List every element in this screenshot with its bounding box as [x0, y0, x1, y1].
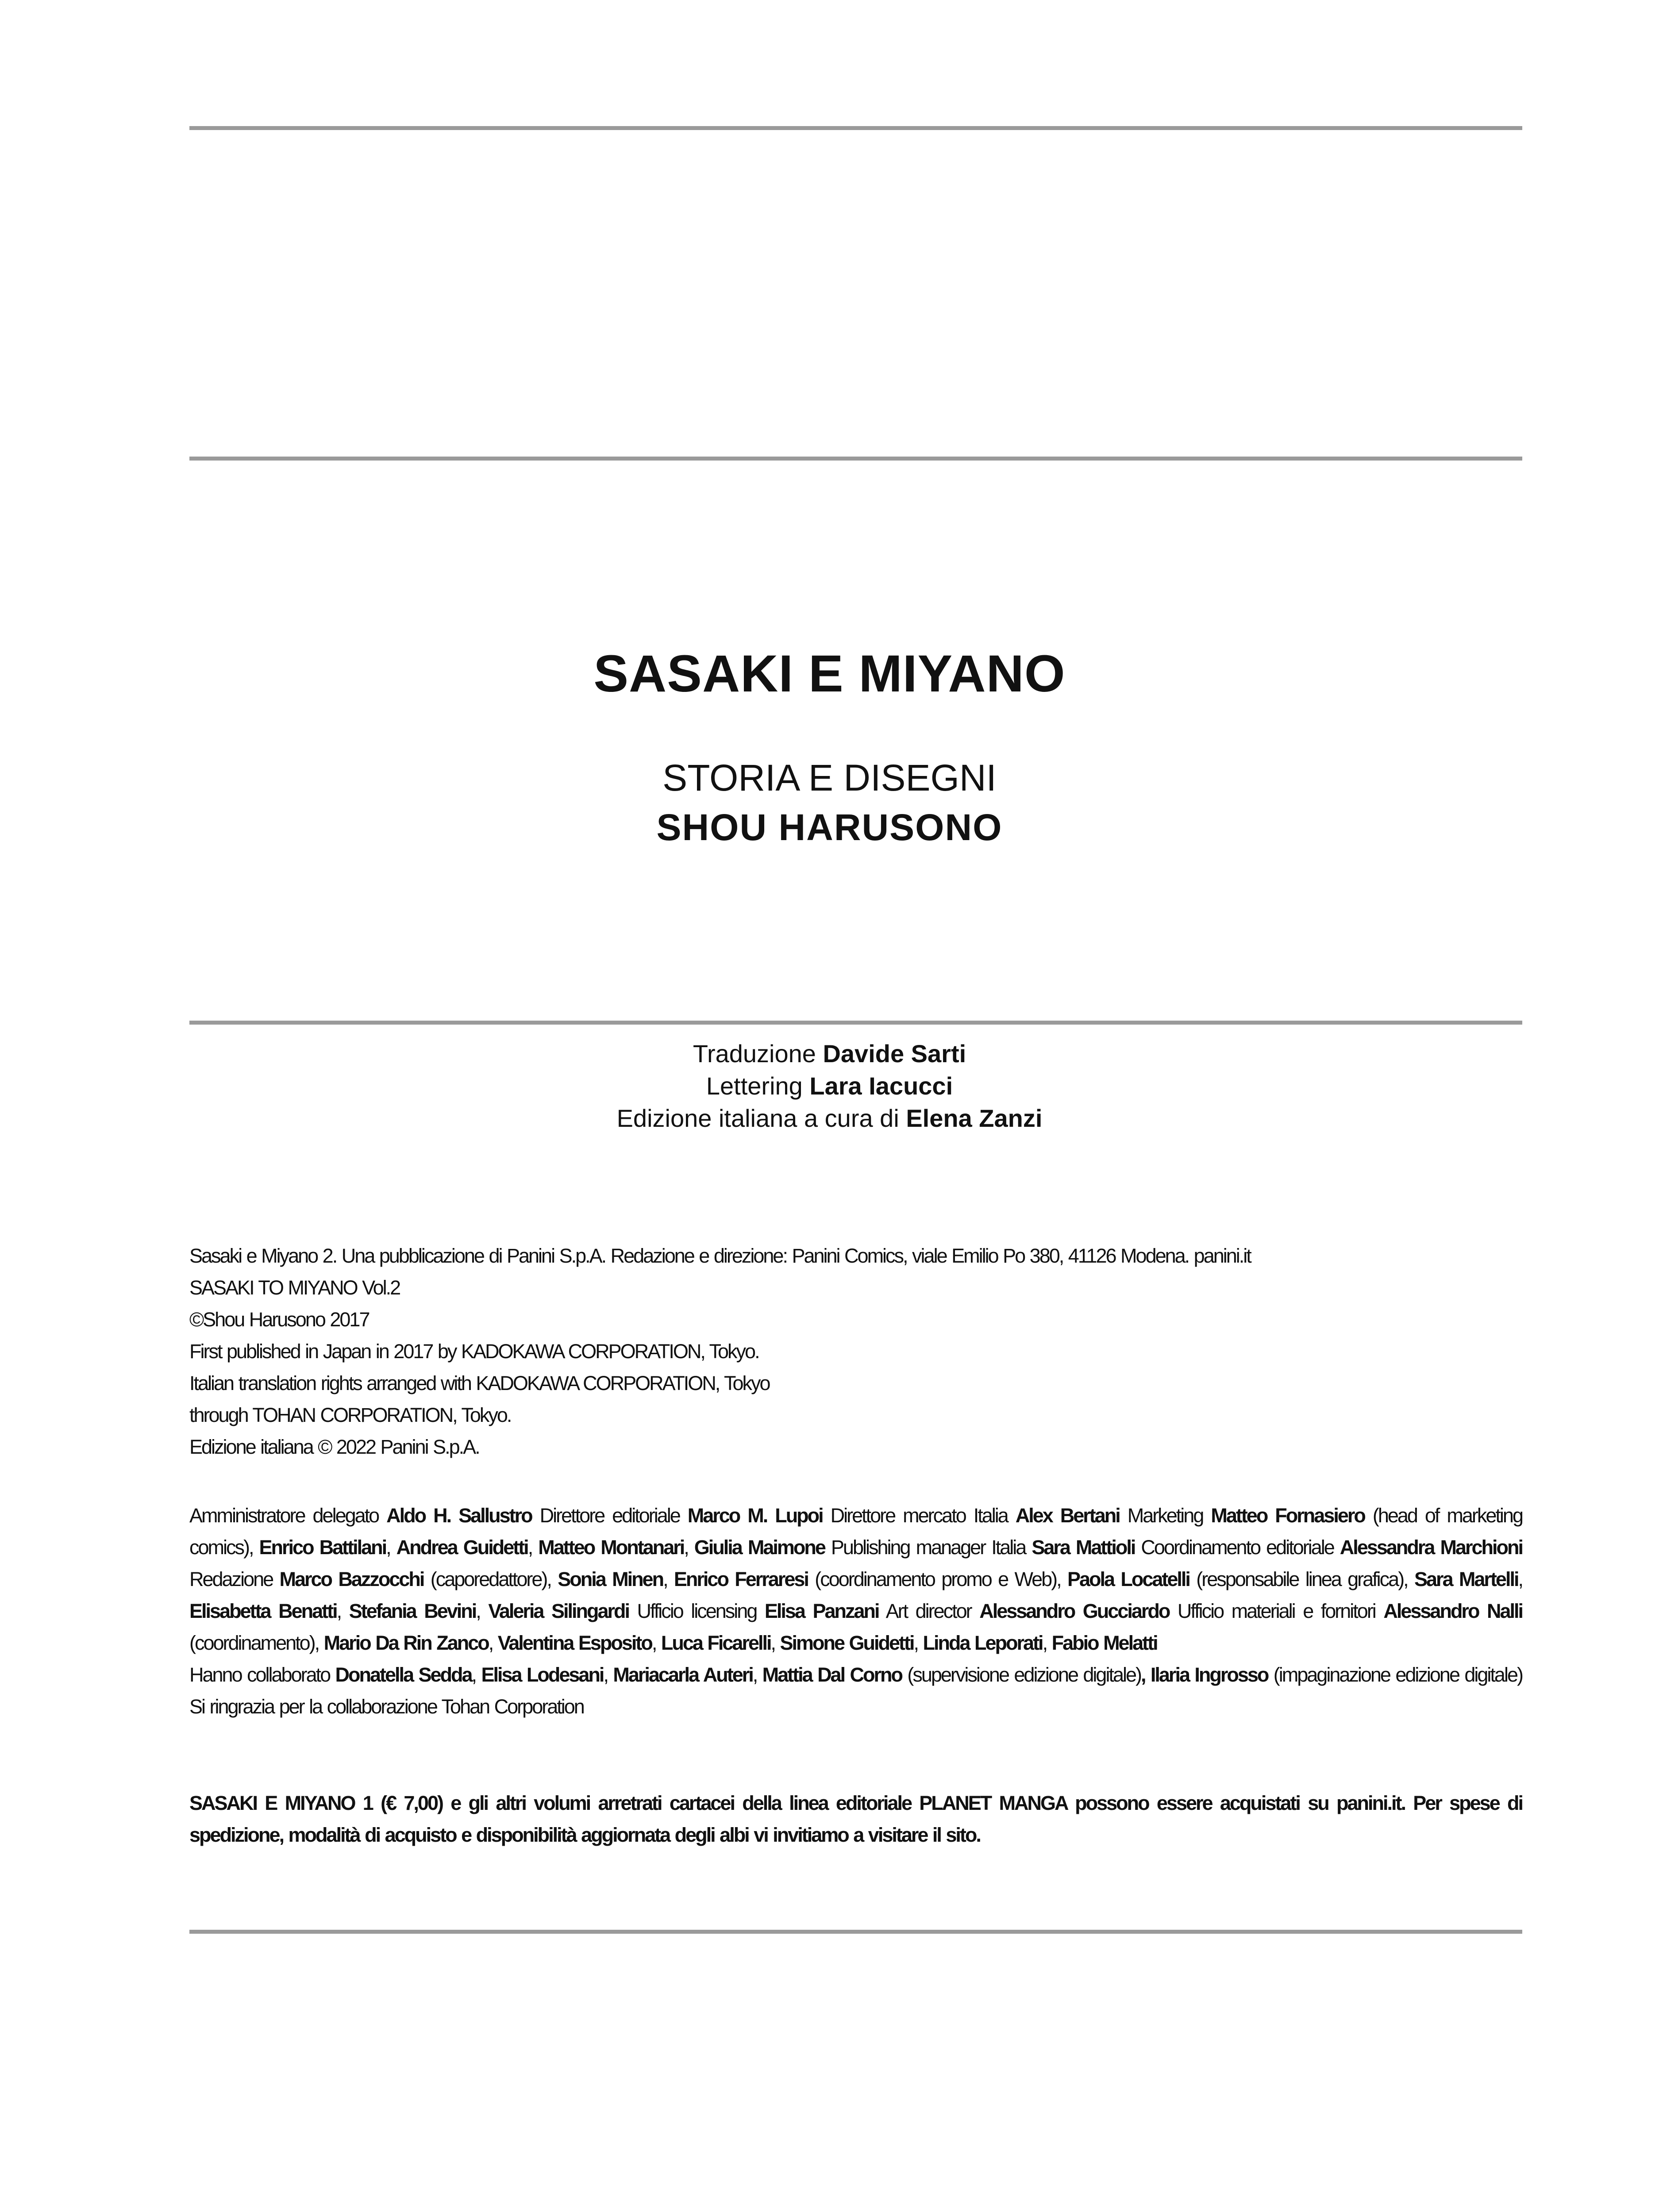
person-name: Alessandro Gucciardo [979, 1600, 1170, 1622]
role-text: Direttore mercato Italia [822, 1504, 1016, 1527]
role-text: Art director [878, 1600, 980, 1622]
role-text: (supervisione edizione digitale) [901, 1663, 1141, 1686]
credit-lettering: Lettering Lara Iacucci [706, 1072, 953, 1100]
staff-paragraph [189, 1500, 1522, 1659]
person-name: Alessandra Marchioni [1340, 1536, 1522, 1559]
role-text: , [488, 1632, 498, 1654]
divider [189, 1021, 1522, 1025]
role-text: Redazione [189, 1568, 280, 1590]
book-title: SASAKI E MIYANO [593, 645, 1066, 703]
role-text: , [527, 1536, 539, 1559]
divider [189, 1930, 1522, 1934]
notice-block [189, 1787, 1522, 1851]
credits [0, 1037, 1659, 1134]
person-name: Alessandro Nalli [1383, 1600, 1522, 1622]
role-text: , [336, 1600, 349, 1622]
role-text: , [651, 1632, 661, 1654]
person-name: Giulia Maimone [694, 1536, 825, 1559]
person-name: Paola Locatelli [1067, 1568, 1189, 1590]
role-text: (head of marketing comics), [189, 1504, 1522, 1559]
person-name: Sonia Minen [558, 1568, 663, 1590]
person-name: Valentina Esposito [497, 1632, 652, 1654]
role-text: , [770, 1632, 780, 1654]
person-name: Elisabetta Benatti [189, 1600, 337, 1622]
person-name: Matteo Montanari [538, 1536, 684, 1559]
role-text: , [1042, 1632, 1052, 1654]
person-name: Mario Da Rin Zanco [323, 1632, 489, 1654]
role-text: , [913, 1632, 923, 1654]
person-name: Simone Guidetti [780, 1632, 914, 1654]
copyright-line: Edizione italiana © 2022 Panini S.p.A. [189, 1436, 479, 1458]
person-name: Elisa Panzani [764, 1600, 879, 1622]
person-name: Mariacarla Auteri [613, 1663, 753, 1686]
person-name: Elisa Lodesani [481, 1663, 604, 1686]
person-name: Marco Bazzocchi [279, 1568, 424, 1590]
role-text: (coordinamento), [189, 1632, 324, 1654]
credit-editor: Edizione italiana a cura di Elena Zanzi [616, 1104, 1043, 1132]
person-name: Valeria Silingardi [488, 1600, 629, 1622]
role-text: Hanno collaborato [189, 1663, 335, 1686]
person-name: Stefania Bevini [349, 1600, 476, 1622]
person-name: Aldo H. Sallustro [386, 1504, 532, 1527]
author-name: SHOU HARUSONO [656, 806, 1003, 848]
role-text: , [1518, 1568, 1522, 1590]
person-name: Enrico Battilani [259, 1536, 386, 1559]
person-name: Sara Mattioli [1032, 1536, 1135, 1559]
person-name: Donatella Sedda [335, 1663, 472, 1686]
role-text: Publishing manager Italia [824, 1536, 1032, 1559]
copyright-line: First published in Japan in 2017 by KADOKAWA CORPORATION, Tokyo. [189, 1340, 759, 1363]
person-name: Matteo Fornasiero [1211, 1504, 1365, 1527]
role-text: Ufficio licensing [629, 1600, 765, 1622]
role-text: , [476, 1600, 489, 1622]
role-text: (impaginazione edizione digitale) Si ringrazia per la collaborazione Tohan Corporation [189, 1663, 1522, 1718]
back-issues-notice: SASAKI E MIYANO 1 (€ 7,00) e gli altri volumi arretrati cartacei della linea editoriale PLANET MANGA possono essere acquistati su panini.it. Per spese di spedizione, modalità di acquisto e disponibilità aggiornata degli albi vi invitiamo a visitare il sito. [189, 1792, 1522, 1846]
role-text: Ufficio materiali e fornitori [1169, 1600, 1384, 1622]
role-text: (responsabile linea grafica), [1189, 1568, 1415, 1590]
copyright-block [189, 1240, 1522, 1463]
person-name: Luca Ficarelli [661, 1632, 771, 1654]
person-name: Alex Bertani [1015, 1504, 1120, 1527]
person-name: Linda Leporati [923, 1632, 1043, 1654]
role-text: Coordinamento editoriale [1135, 1536, 1340, 1559]
role-text: (coordinamento promo e Web), [808, 1568, 1067, 1590]
role-text: Marketing [1119, 1504, 1211, 1527]
copyright-line: Sasaki e Miyano 2. Una pubblicazione di Panini S.p.A. Redazione e direzione: Panini Comics, viale Emilio Po 380, 41126 Modena. panini.it [189, 1244, 1251, 1267]
copyright-line: through TOHAN CORPORATION, Tokyo. [189, 1404, 511, 1426]
person-name: , Ilaria Ingrosso [1141, 1663, 1268, 1686]
role-text: Amministratore delegato [189, 1504, 387, 1527]
story-label: STORIA E DISEGNI [662, 757, 997, 799]
person-name: Fabio Melatti [1051, 1632, 1157, 1654]
role-text: , [471, 1663, 481, 1686]
role-text: , [684, 1536, 694, 1559]
credit-translation: Traduzione Davide Sarti [693, 1040, 966, 1068]
role-text: Direttore editoriale [531, 1504, 688, 1527]
person-name: Enrico Ferraresi [674, 1568, 808, 1590]
divider [189, 457, 1522, 461]
person-name: Mattia Dal Corno [762, 1663, 902, 1686]
person-name: Marco M. Lupoi [687, 1504, 823, 1527]
person-name: Andrea Guidetti [396, 1536, 528, 1559]
copyright-line: ©Shou Harusono 2017 [189, 1308, 369, 1331]
staff-block [189, 1500, 1522, 1723]
role-text: (caporedattore), [423, 1568, 558, 1590]
person-name: Sara Martelli [1414, 1568, 1518, 1590]
role-text: , [663, 1568, 674, 1590]
copyright-line: Italian translation rights arranged with KADOKAWA CORPORATION, Tokyo [189, 1372, 770, 1394]
role-text: , [386, 1536, 396, 1559]
collaborators-paragraph [189, 1659, 1522, 1723]
divider [189, 126, 1522, 130]
role-text: , [603, 1663, 613, 1686]
copyright-line: SASAKI TO MIYANO Vol.2 [189, 1276, 400, 1299]
role-text: , [752, 1663, 762, 1686]
